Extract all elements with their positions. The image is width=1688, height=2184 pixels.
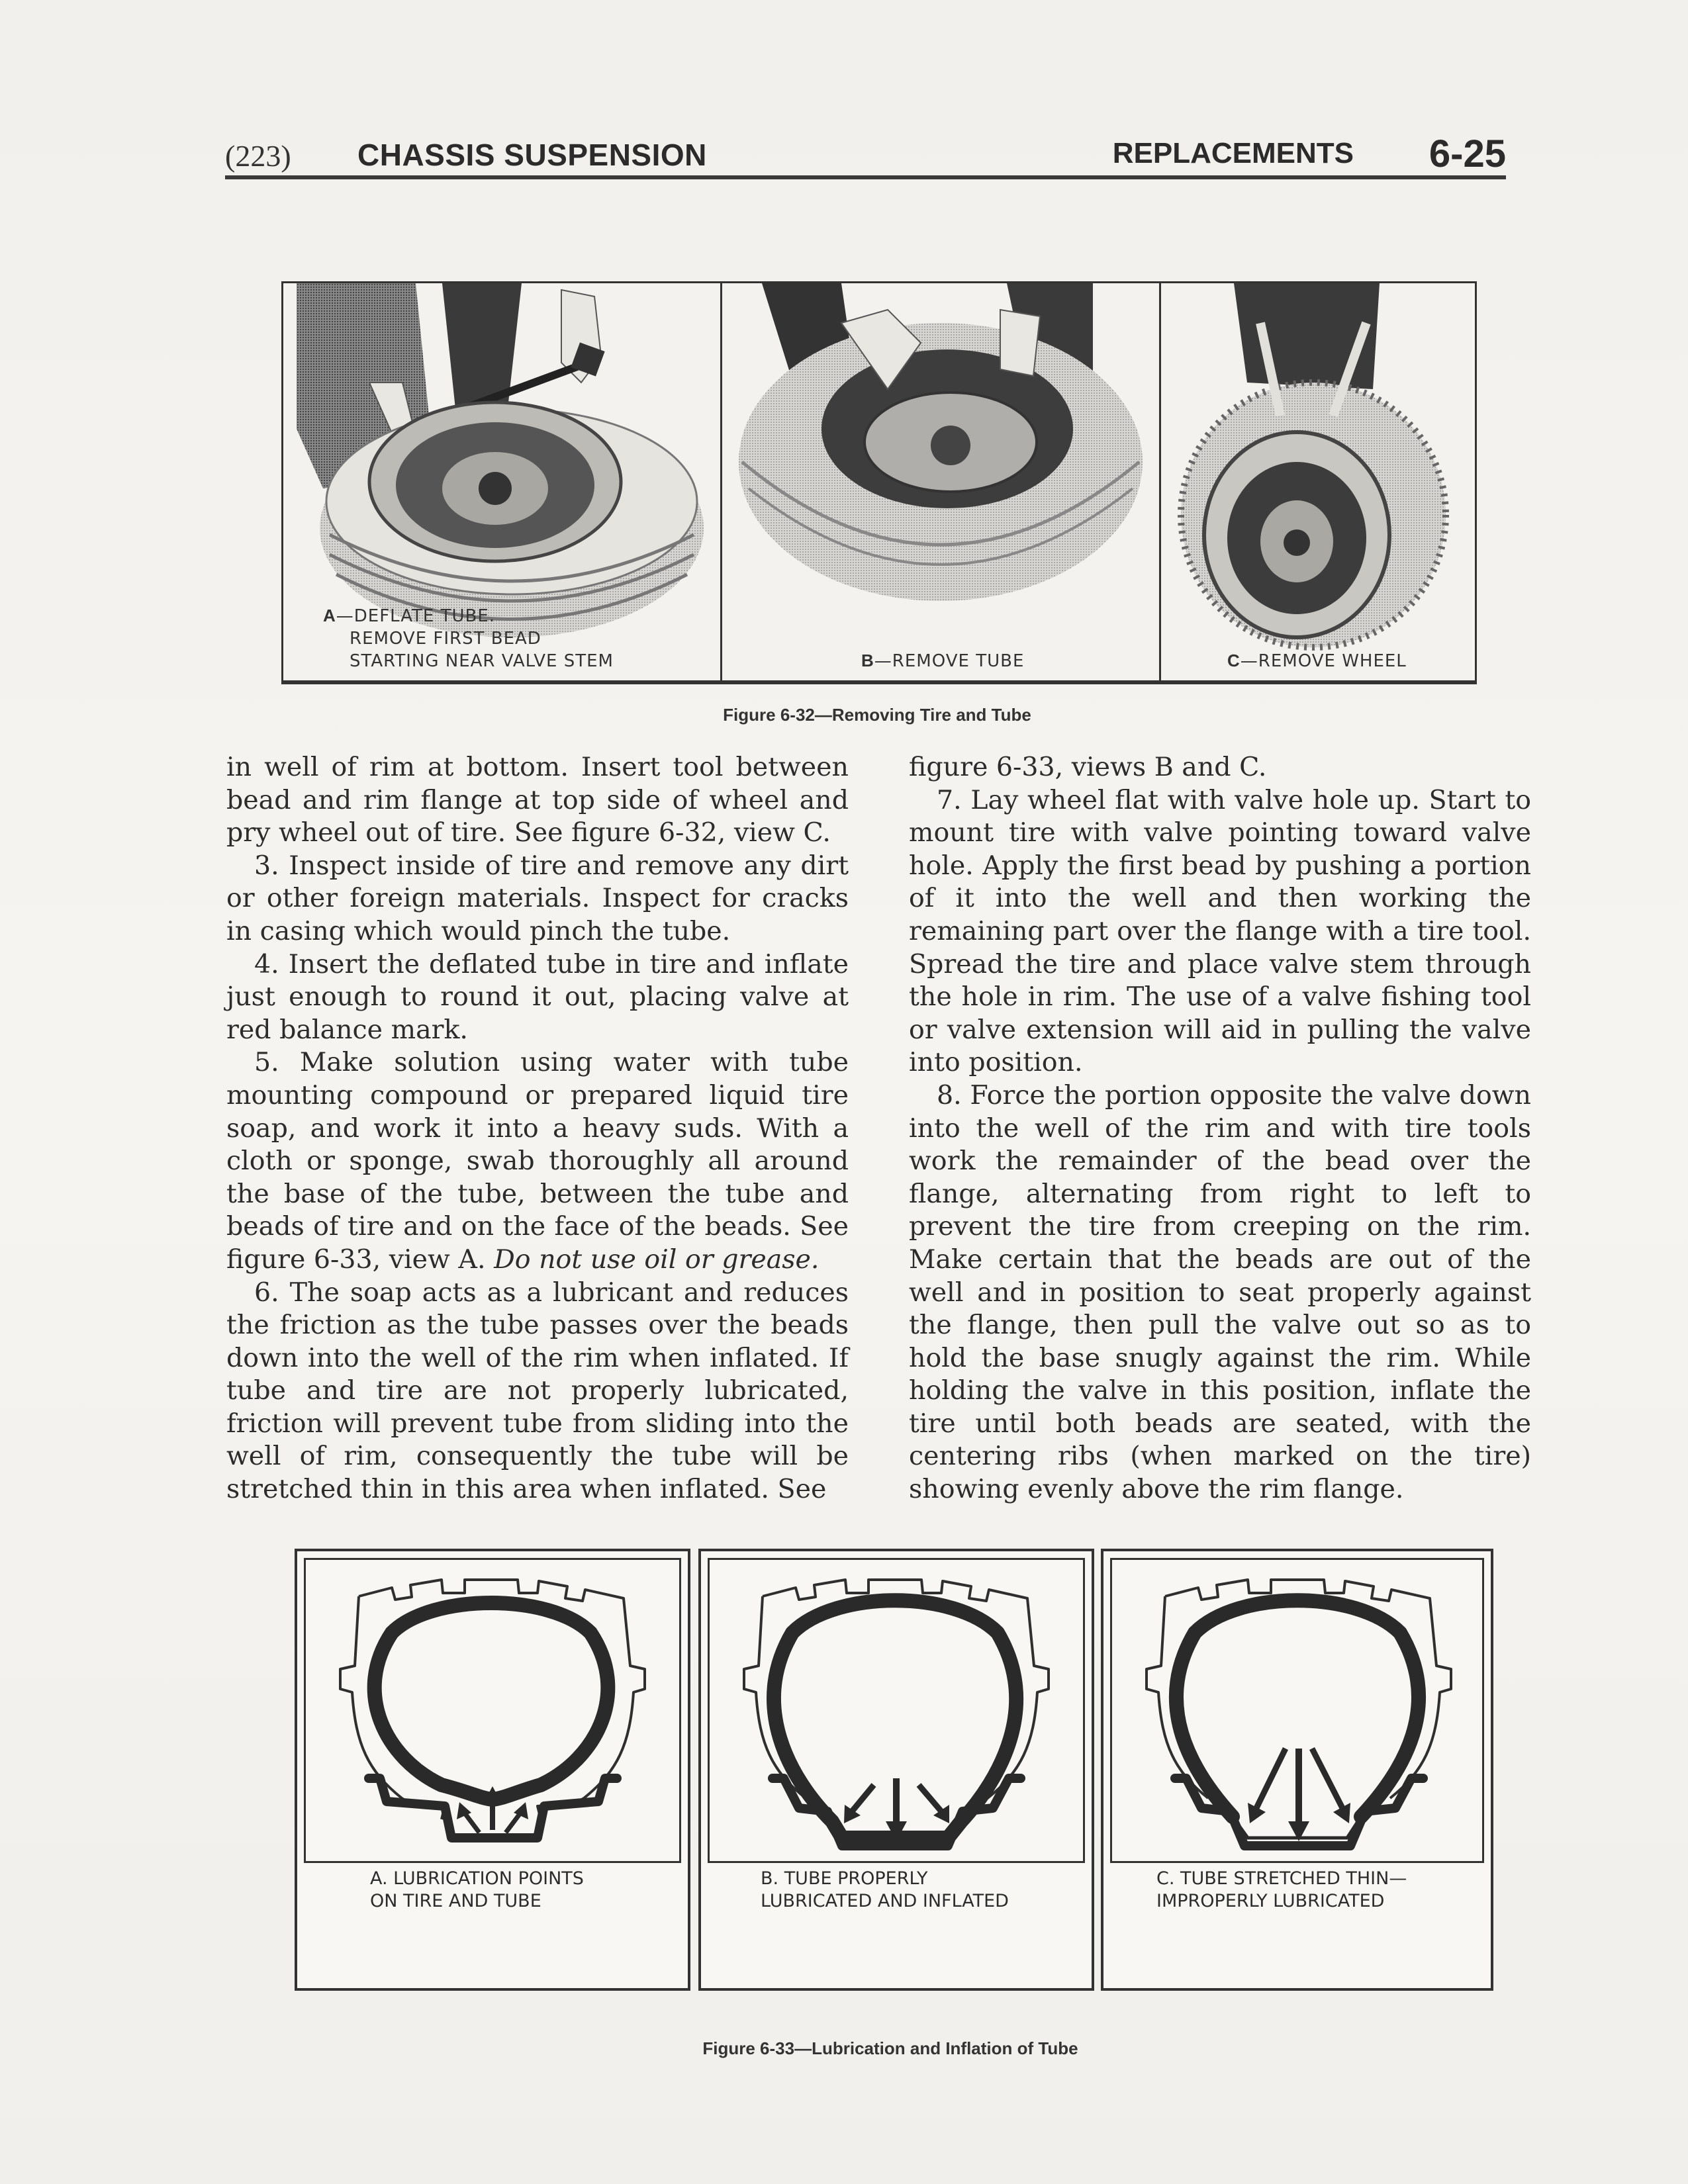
wheel-removal-photo-icon <box>1161 283 1472 680</box>
photo-panel-c <box>1161 283 1475 680</box>
photo-panel-b <box>722 283 1161 680</box>
diagram-panel-b <box>698 1549 1094 1991</box>
diagram-frame <box>304 1558 681 1863</box>
page-number: (223) <box>225 139 291 173</box>
diagram-frame <box>708 1558 1085 1863</box>
subsection-title: REPLACEMENTS <box>1112 137 1354 169</box>
photo-panel-a <box>283 283 722 680</box>
paragraph-step-8: 8. Force the portion opposite the valve down into the well of the rim and with tire tools work the remainder of the bead over the flange, alternating from right to left to prevent the tire from creeping on the rim. Make certain that the beads are out of the well and in position to seat properly against the flange, then pull the valve out so as to hold the base snugly against the rim. While holding the valve in this position, inflate the tire until both beads are seated, with the centering ribs (when marked on the tire) showing evenly above the rim flange. <box>909 1079 1531 1505</box>
text-column-right <box>909 751 1531 1506</box>
diagram-panel-a <box>295 1549 690 1991</box>
folio-number: 6-25 <box>1429 132 1506 175</box>
figure-6-32-caption: Figure 6-32—Removing Tire and Tube <box>723 705 1031 725</box>
paragraph-step-3: 3. Inspect inside of tire and remove any dirt or other foreign materials. Inspect for cracks in casing which would pinch the tube. <box>226 850 849 946</box>
paragraph-step-5: 5. Make solution using water with tube mounting compound or prepared liquid tire soap, and work it into a heavy suds. With a cloth or sponge, swab thoroughly all around the base of the tube, between the tube and beads of tire and on the face of the beads. See figure 6-33, view A. Do not use oil or grease. <box>226 1047 849 1275</box>
paragraph: in well of rim at bottom. Insert tool between bead and rim flange at top side of wheel and pry wheel out of tire. See figure 6-32, view C. <box>226 752 849 848</box>
paragraph-step-6: 6. The soap acts as a lubricant and reduces the friction as the tube passes over the beads down into the well of the rim when inflated. If tube and tire are not properly lubricated, friction will prevent tube from sliding into the well of rim, consequently the tube will be stretched thin in this area when inflated. See <box>226 1277 849 1505</box>
paragraph-step-7: 7. Lay wheel flat with valve hole up. Start to mount tire with valve pointing toward valve hole. Apply the first bead by pushing a portion of it into the well and then working the remaining part over the flange with a tire tool. Spread the tire and place valve stem through the hole in rim. The use of a valve fishing tool or valve extension will aid in pulling the valve into position. <box>909 784 1531 1078</box>
tire-cross-section-properly-inflated-icon <box>710 1560 1083 1857</box>
diagram-c-caption: C. TUBE STRETCHED THIN— IMPROPERLY LUBRICATED <box>1156 1868 1407 1911</box>
figure-6-33-caption: Figure 6-33—Lubrication and Inflation of Tube <box>702 2038 1078 2058</box>
panel-b-caption: B—REMOVE TUBE <box>861 651 1025 671</box>
header-rule <box>225 175 1506 179</box>
warning-text: Do not use oil or grease. <box>485 1244 820 1275</box>
panel-c-caption: C—REMOVE WHEEL <box>1227 651 1407 671</box>
text-column-left <box>226 751 849 1506</box>
figure-6-32 <box>281 281 1477 684</box>
diagram-panel-c <box>1101 1549 1493 1991</box>
diagram-frame <box>1110 1558 1484 1863</box>
tire-cross-section-stretched-tube-icon <box>1112 1560 1482 1857</box>
section-title: CHASSIS SUSPENSION <box>357 138 707 172</box>
paragraph-step-4: 4. Insert the deflated tube in tire and inflate just enough to round it out, placing valve at red balance mark. <box>226 948 849 1045</box>
diagram-a-caption: A. LUBRICATION POINTS ON TIRE AND TUBE <box>370 1868 584 1911</box>
tire-cross-section-lubrication-points-icon <box>306 1560 679 1857</box>
tube-removal-photo-icon <box>722 283 1159 680</box>
figure-6-33 <box>295 1549 1486 1985</box>
paragraph: figure 6-33, views B and C. <box>909 752 1267 782</box>
diagram-b-caption: B. TUBE PROPERLY LUBRICATED AND INFLATED <box>761 1868 1009 1911</box>
panel-a-caption: A—DEFLATE TUBE. REMOVE FIRST BEAD STARTING NEAR VALVE STEM <box>323 606 614 671</box>
